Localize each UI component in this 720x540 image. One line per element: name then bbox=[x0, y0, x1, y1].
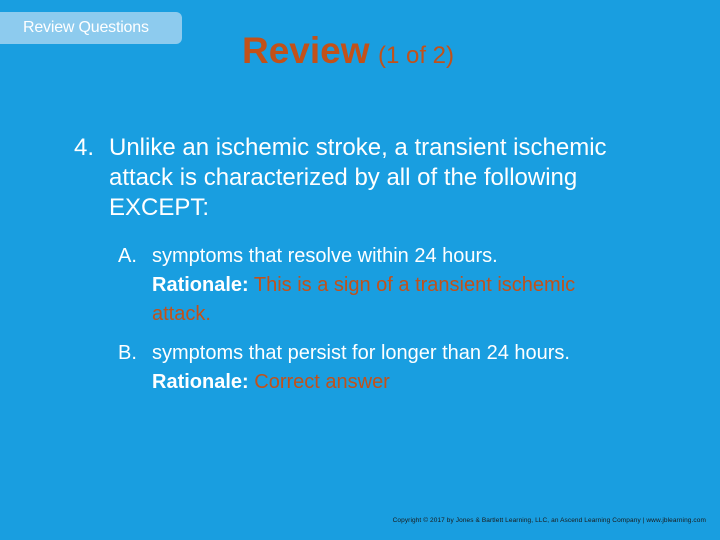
rationale-label: Rationale: bbox=[152, 371, 249, 393]
option-text: symptoms that persist for longer than 24 hours. bbox=[152, 342, 570, 364]
section-tab bbox=[0, 12, 182, 44]
rationale-label: Rationale: bbox=[152, 274, 249, 296]
answer-options bbox=[118, 242, 578, 407]
option-body bbox=[152, 339, 578, 397]
question-text: Unlike an ischemic stroke, a transient ischemic attack is characterized by all of the following EXCEPT: bbox=[109, 134, 607, 221]
option-body bbox=[152, 242, 578, 329]
answer-option-b bbox=[118, 339, 578, 397]
option-text: symptoms that resolve within 24 hours. bbox=[152, 245, 498, 267]
question-number: 4. bbox=[74, 134, 95, 161]
question bbox=[74, 133, 634, 223]
rationale-text: Correct answer bbox=[254, 371, 390, 393]
slide-title bbox=[242, 32, 454, 69]
answer-option-a bbox=[118, 242, 578, 329]
slide-title-suffix: (1 of 2) bbox=[377, 42, 454, 69]
copyright-footer: Copyright © 2017 by Jones & Bartlett Learning, LLC, an Ascend Learning Company | www.jblearning.com bbox=[392, 517, 706, 524]
option-letter: A. bbox=[118, 245, 137, 267]
section-tab-label: Review Questions bbox=[23, 19, 149, 36]
rationale-text: This is a sign of a transient ischemic attack. bbox=[152, 274, 576, 325]
slide-title-main: Review bbox=[242, 30, 370, 71]
option-letter: B. bbox=[118, 342, 137, 364]
